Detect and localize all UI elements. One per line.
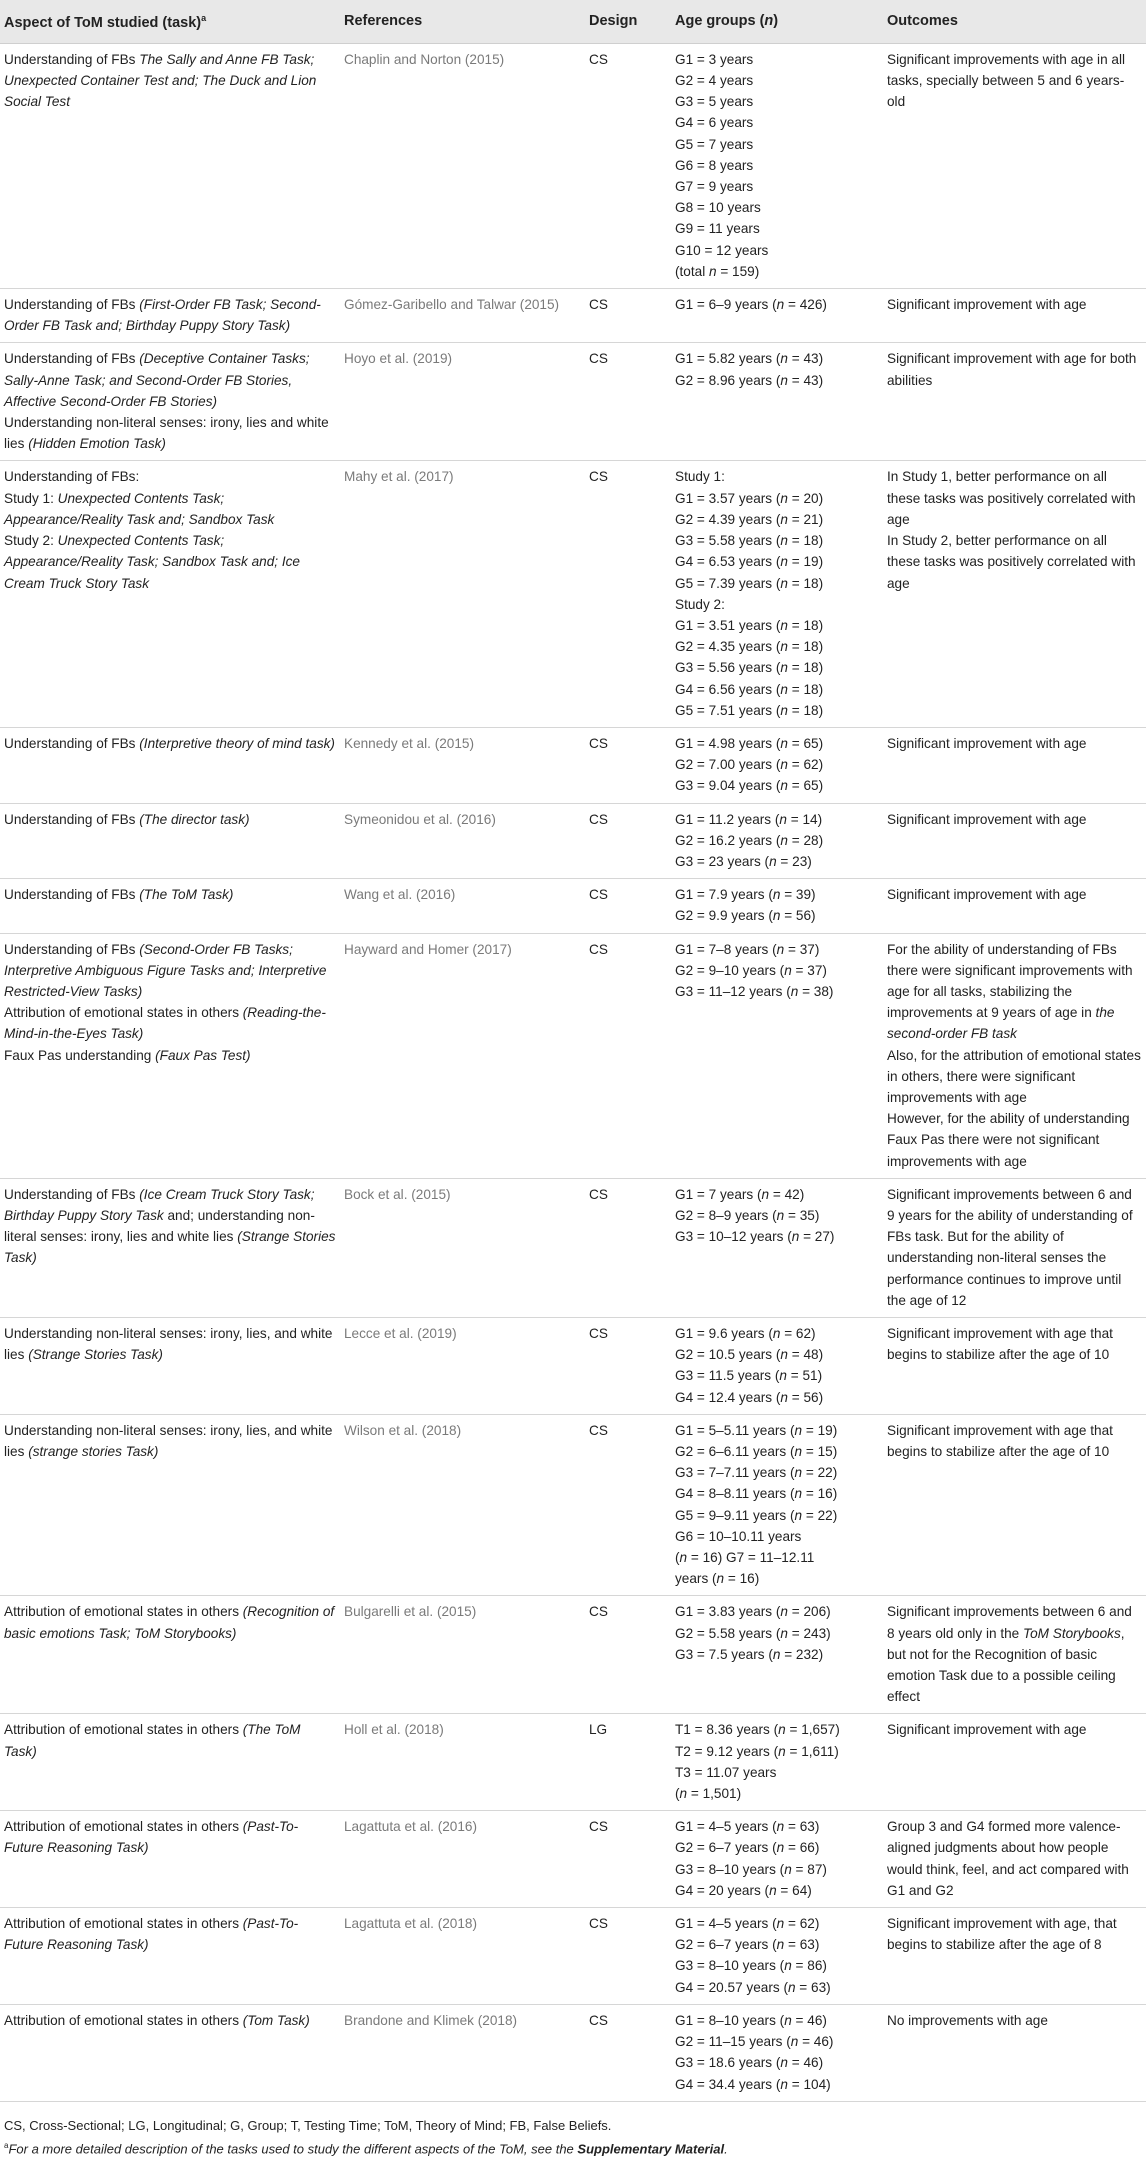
cell-design: CS — [585, 1811, 671, 1908]
cell-reference[interactable]: Hayward and Homer (2017) — [340, 933, 585, 1178]
cell-aspect: Attribution of emotional states in others (Past-To-Future Reasoning Task) — [0, 1908, 340, 2005]
cell-age-groups — [671, 727, 883, 803]
age-group-line: G1 = 3.51 years (n = 18) — [675, 617, 824, 633]
age-group-line: T2 = 9.12 years (n = 1,611) — [675, 1743, 839, 1759]
age-group-line: T1 = 8.36 years (n = 1,657) — [675, 1722, 840, 1738]
cell-age-groups — [671, 1178, 883, 1317]
age-group-line: Study 1: — [675, 469, 725, 485]
cell-aspect: Attribution of emotional states in others (The ToM Task) — [0, 1714, 340, 1811]
table-row — [0, 1714, 1146, 1811]
age-group-line: G2 = 16.2 years (n = 28) — [675, 832, 824, 848]
header-aspect: Aspect of ToM studied (task)$^a$ — [0, 0, 340, 43]
table-header-row — [0, 0, 1146, 43]
age-group-line: G4 = 6.53 years (n = 19) — [675, 554, 824, 570]
age-group-line: G1 = 5–5.11 years (n = 19) — [675, 1422, 838, 1438]
age-group-line: G2 = 4 years — [675, 73, 754, 89]
age-group-line: G2 = 4.39 years (n = 21) — [675, 511, 824, 527]
cell-reference[interactable]: Bock et al. (2015) — [340, 1178, 585, 1317]
cell-age-groups — [671, 933, 883, 1178]
age-group-line: G3 = 5.58 years (n = 18) — [675, 533, 824, 549]
cell-reference[interactable]: Lecce et al. (2019) — [340, 1318, 585, 1415]
cell-design: CS — [585, 933, 671, 1178]
age-group-line: G1 = 11.2 years (n = 14) — [675, 811, 823, 827]
cell-design: CS — [585, 1908, 671, 2005]
age-group-line: G1 = 7.9 years (n = 39) — [675, 887, 816, 903]
age-group-line: G1 = 4–5 years (n = 63) — [675, 1819, 820, 1835]
cell-age-groups — [671, 1414, 883, 1596]
age-group-line: G2 = 8.96 years (n = 43) — [675, 372, 824, 388]
age-group-line: G3 = 18.6 years (n = 46) — [675, 2055, 824, 2071]
cell-design: CS — [585, 1596, 671, 1714]
cell-reference[interactable]: Lagattuta et al. (2018) — [340, 1908, 585, 2005]
age-group-line: G5 = 9–9.11 years (n = 22) — [675, 1507, 838, 1523]
table-row — [0, 933, 1146, 1178]
age-group-line: (total n = 159) — [675, 263, 760, 279]
cell-reference[interactable]: Kennedy et al. (2015) — [340, 727, 585, 803]
cell-outcome: Significant improvement with age — [883, 803, 1146, 879]
age-group-line: (n = 16) G7 = 11–12.11 — [675, 1550, 815, 1566]
cell-age-groups — [671, 343, 883, 461]
age-group-line: G9 = 11 years — [675, 221, 760, 237]
cell-aspect: Attribution of emotional states in others (Past-To-Future Reasoning Task) — [0, 1811, 340, 1908]
cell-aspect: Understanding non-literal senses: irony, lies, and white lies (strange stories Task) — [0, 1414, 340, 1596]
age-group-line: G4 = 20 years (n = 64) — [675, 1882, 812, 1898]
cell-outcome: No improvements with age — [883, 2004, 1146, 2101]
header-age-groups: Age groups (n) — [671, 0, 883, 43]
cell-design: CS — [585, 1178, 671, 1317]
cell-aspect: Understanding of FBs (Second-Order FB Tasks; Interpretive Ambiguous Figure Tasks and; Interpretive Restricted-View Tasks) Attribution of emotional states in others (Reading-the-Mind-in-the-Eyes Task) Faux Pas understanding (Faux Pas Test) — [0, 933, 340, 1178]
cell-aspect: Understanding of FBs: Study 1: Unexpected Contents Task; Appearance/Reality Task and; Sandbox Task Study 2: Unexpected Contents Task; Appearance/Reality Task; Sandbox Task and; Ice Cream Truck Story Task — [0, 461, 340, 727]
cell-design: LG — [585, 1714, 671, 1811]
age-group-line: G4 = 34.4 years (n = 104) — [675, 2076, 831, 2092]
cell-age-groups — [671, 1318, 883, 1415]
age-group-line: G1 = 8–10 years (n = 46) — [675, 2012, 827, 2028]
age-group-line: G4 = 6 years — [675, 115, 754, 131]
cell-aspect: Understanding of FBs (The director task) — [0, 803, 340, 879]
cell-outcome: In Study 1, better performance on all these tasks was positively correlated with age In Study 2, better performance on all these tasks was positively correlated with age — [883, 461, 1146, 727]
age-group-line: T3 = 11.07 years — [675, 1764, 777, 1780]
cell-outcome: Significant improvement with age — [883, 727, 1146, 803]
table-row — [0, 1596, 1146, 1714]
cell-aspect: Understanding non-literal senses: irony, lies, and white lies (Strange Stories Task) — [0, 1318, 340, 1415]
cell-outcome: Significant improvement with age that begins to stabilize after the age of 10 — [883, 1414, 1146, 1596]
age-group-line: G4 = 20.57 years (n = 63) — [675, 1979, 831, 1995]
cell-reference[interactable]: Chaplin and Norton (2015) — [340, 43, 585, 288]
cell-design: CS — [585, 727, 671, 803]
age-group-line: G3 = 5.56 years (n = 18) — [675, 660, 824, 676]
age-group-line: G4 = 6.56 years (n = 18) — [675, 681, 824, 697]
cell-aspect: Understanding of FBs (Ice Cream Truck Story Task; Birthday Puppy Story Task and; understanding non-literal senses: irony, lies and white lies (Strange Stories Task) — [0, 1178, 340, 1317]
age-group-line: G1 = 3 years — [675, 51, 754, 67]
cell-aspect: Understanding of FBs (Deceptive Container Tasks; Sally-Anne Task; and Second-Order FB Stories, Affective Second-Order FB Stories) Understanding non-literal senses: irony, lies and white lies (Hidden Emotion Task) — [0, 343, 340, 461]
age-group-line: G2 = 7.00 years (n = 62) — [675, 757, 824, 773]
cell-reference[interactable]: Lagattuta et al. (2016) — [340, 1811, 585, 1908]
age-group-line: G5 = 7.39 years (n = 18) — [675, 575, 824, 591]
age-group-line: G3 = 8–10 years (n = 87) — [675, 1861, 827, 1877]
age-group-line: G2 = 8–9 years (n = 35) — [675, 1207, 820, 1223]
age-group-line: G1 = 7 years (n = 42) — [675, 1186, 805, 1202]
cell-design: CS — [585, 43, 671, 288]
cell-age-groups — [671, 1714, 883, 1811]
cell-age-groups — [671, 803, 883, 879]
cell-aspect: Attribution of emotional states in others (Tom Task) — [0, 2004, 340, 2101]
age-group-line: years (n = 16) — [675, 1571, 760, 1587]
cell-outcome: Significant improvements between 6 and 8 years old only in the ToM Storybooks, but not for the Recognition of basic emotion Task due to a possible ceiling effect — [883, 1596, 1146, 1714]
footnote-a: $^a$For a more detailed description of the tasks used to study the different aspects of the ToM, see the Supplementary Material. — [4, 2140, 728, 2157]
cell-age-groups — [671, 1811, 883, 1908]
cell-outcome: Significant improvements with age in all tasks, specially between 5 and 6 years-old — [883, 43, 1146, 288]
cell-outcome: Significant improvement with age that begins to stabilize after the age of 10 — [883, 1318, 1146, 1415]
cell-outcome: Group 3 and G4 formed more valence-aligned judgments about how people would think, feel, and act compared with G1 and G2 — [883, 1811, 1146, 1908]
cell-aspect: Attribution of emotional states in others (Recognition of basic emotions Task; ToM Storybooks) — [0, 1596, 340, 1714]
cell-design: CS — [585, 2004, 671, 2101]
header-references: References — [340, 0, 585, 43]
age-group-line: G2 = 9–10 years (n = 37) — [675, 962, 827, 978]
age-group-line: G3 = 23 years (n = 23) — [675, 853, 812, 869]
cell-outcome: Significant improvements between 6 and 9 years for the ability of understanding of FBs task. But for the ability of understanding non-literal senses the performance continues to improve until the age of 12 — [883, 1178, 1146, 1317]
cell-reference[interactable]: Symeonidou et al. (2016) — [340, 803, 585, 879]
header-outcomes: Outcomes — [883, 0, 1146, 43]
age-group-line: (n = 1,501) — [675, 1786, 742, 1802]
cell-design: CS — [585, 1414, 671, 1596]
table-row — [0, 1811, 1146, 1908]
age-group-line: G8 = 10 years — [675, 200, 761, 216]
age-group-line: G2 = 6–7 years (n = 63) — [675, 1937, 820, 1953]
age-group-line: G1 = 6–9 years (n = 426) — [675, 297, 827, 313]
cell-aspect: Understanding of FBs (The ToM Task) — [0, 879, 340, 933]
table-row — [0, 879, 1146, 933]
cell-outcome: Significant improvement with age — [883, 879, 1146, 933]
age-group-line: G1 = 7–8 years (n = 37) — [675, 941, 820, 957]
cell-reference[interactable]: Bulgarelli et al. (2015) — [340, 1596, 585, 1714]
age-group-line: G7 = 9 years — [675, 179, 754, 195]
cell-reference[interactable]: Holl et al. (2018) — [340, 1714, 585, 1811]
table-row — [0, 2004, 1146, 2101]
cell-reference[interactable]: Brandone and Klimek (2018) — [340, 2004, 585, 2101]
age-group-line: Study 2: — [675, 596, 725, 612]
age-group-line: G2 = 10.5 years (n = 48) — [675, 1347, 824, 1363]
age-group-line: G3 = 11.5 years (n = 51) — [675, 1368, 823, 1384]
cell-outcome: Significant improvement with age for both abilities — [883, 343, 1146, 461]
table-row — [0, 1414, 1146, 1596]
cell-design: CS — [585, 1318, 671, 1415]
age-group-line: G3 = 9.04 years (n = 65) — [675, 778, 824, 794]
age-group-line: G1 = 4–5 years (n = 62) — [675, 1916, 820, 1932]
cell-age-groups — [671, 1908, 883, 2005]
age-group-line: G2 = 9.9 years (n = 56) — [675, 908, 816, 924]
age-group-line: G5 = 7.51 years (n = 18) — [675, 702, 824, 718]
age-group-line: G1 = 4.98 years (n = 65) — [675, 735, 824, 751]
age-group-line: G5 = 7 years — [675, 136, 754, 152]
table-row — [0, 461, 1146, 727]
age-group-line: G1 = 3.57 years (n = 20) — [675, 490, 824, 506]
cell-outcome: Significant improvement with age — [883, 289, 1146, 343]
age-group-line: G1 = 3.83 years (n = 206) — [675, 1604, 831, 1620]
cell-age-groups — [671, 461, 883, 727]
footnote-abbreviations: CS, Cross-Sectional; LG, Longitudinal; G, Group; T, Testing Time; ToM, Theory of Mind; FB, False Beliefs. — [4, 2117, 612, 2133]
cell-aspect: Understanding of FBs (Interpretive theory of mind task) — [0, 727, 340, 803]
age-group-line: G3 = 11–12 years (n = 38) — [675, 983, 834, 999]
age-group-line: G6 = 10–10.11 years — [675, 1528, 802, 1544]
age-group-line: G1 = 9.6 years (n = 62) — [675, 1326, 816, 1341]
age-group-line: G3 = 10–12 years (n = 27) — [675, 1229, 835, 1245]
cell-age-groups — [671, 1596, 883, 1714]
cell-age-groups — [671, 2004, 883, 2101]
table-row — [0, 289, 1146, 343]
age-group-line: G10 = 12 years — [675, 242, 769, 258]
cell-design: CS — [585, 803, 671, 879]
cell-age-groups — [671, 879, 883, 933]
cell-design: CS — [585, 879, 671, 933]
cell-reference[interactable]: Hoyo et al. (2019) — [340, 343, 585, 461]
table-row — [0, 803, 1146, 879]
cell-design: CS — [585, 289, 671, 343]
cell-outcome: Significant improvement with age, that begins to stabilize after the age of 8 — [883, 1908, 1146, 2005]
cell-reference[interactable]: Wang et al. (2016) — [340, 879, 585, 933]
supplementary-material-link[interactable]: Supplementary Material — [577, 2141, 725, 2157]
age-group-line: G2 = 11–15 years (n = 46) — [675, 2034, 834, 2050]
cell-reference[interactable]: Gómez-Garibello and Talwar (2015) — [340, 289, 585, 343]
cell-design: CS — [585, 343, 671, 461]
cell-outcome: Significant improvement with age — [883, 1714, 1146, 1811]
age-group-line: G3 = 8–10 years (n = 86) — [675, 1958, 827, 1974]
table-row — [0, 1908, 1146, 2005]
age-group-line: G4 = 12.4 years (n = 56) — [675, 1389, 824, 1405]
table-row — [0, 1178, 1146, 1317]
age-group-line: G2 = 5.58 years (n = 243) — [675, 1625, 831, 1641]
age-group-line: G2 = 6–6.11 years (n = 15) — [675, 1444, 838, 1460]
age-group-line: G2 = 6–7 years (n = 66) — [675, 1840, 820, 1856]
table-row — [0, 727, 1146, 803]
cell-design: CS — [585, 461, 671, 727]
cell-reference[interactable]: Mahy et al. (2017) — [340, 461, 585, 727]
age-group-line: G3 = 7.5 years (n = 232) — [675, 1646, 824, 1662]
cell-reference[interactable]: Wilson et al. (2018) — [340, 1414, 585, 1596]
cell-aspect: Understanding of FBs (First-Order FB Task; Second-Order FB Task and; Birthday Puppy Story Task) — [0, 289, 340, 343]
age-group-line: G6 = 8 years — [675, 157, 754, 173]
table-footnotes — [0, 2102, 1146, 2159]
cell-age-groups — [671, 289, 883, 343]
age-group-line: G4 = 8–8.11 years (n = 16) — [675, 1486, 838, 1502]
header-design: Design — [585, 0, 671, 43]
table-row — [0, 343, 1146, 461]
age-group-line: G3 = 7–7.11 years (n = 22) — [675, 1465, 838, 1481]
age-group-line: G2 = 4.35 years (n = 18) — [675, 639, 824, 655]
table-row — [0, 1318, 1146, 1415]
cell-age-groups — [671, 43, 883, 288]
cell-outcome: For the ability of understanding of FBs there were significant improvements with age for all tasks, stabilizing the improvements at 9 years of age in the second-order FB task Also, for the attribution of emotional states in others, there were significant improvements with age However, for the ability of understanding Faux Pas there were not significant improvements with age — [883, 933, 1146, 1178]
cell-aspect: Understanding of FBs The Sally and Anne FB Task; Unexpected Container Test and; The Duck and Lion Social Test — [0, 43, 340, 288]
age-group-line: G1 = 5.82 years (n = 43) — [675, 351, 824, 367]
table-row — [0, 43, 1146, 288]
age-group-line: G3 = 5 years — [675, 94, 754, 110]
